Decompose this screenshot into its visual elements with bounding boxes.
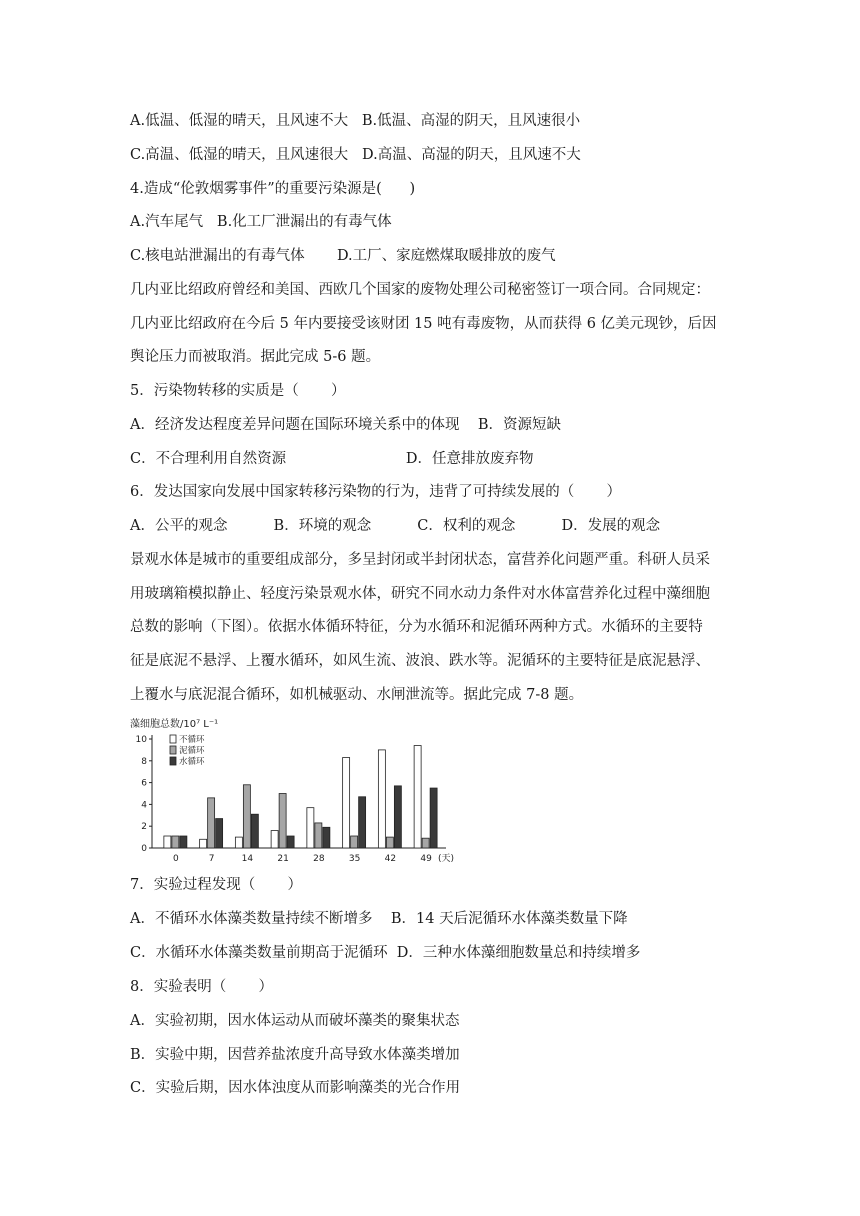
algae-bar-chart [128, 717, 458, 867]
option-line: C．实验后期，因水体浊度从而影响藻类的光合作用 [130, 1080, 461, 1096]
bar-泥循环-28 [315, 823, 322, 848]
legend-label: 水循环 [179, 757, 205, 767]
x-tick-label: 0 [173, 854, 179, 864]
option-line: A．不循环水体藻类数量持续不断增多 B．14 天后泥循环水体藻类数量下降 [130, 911, 628, 927]
bar-泥循环-7 [208, 798, 215, 848]
y-tick-label: 10 [135, 735, 147, 745]
passage-line: 总数的影响（下图）。依据水体循环特征，分为水循环和泥循环两种方式。水循环的主要特 [130, 619, 703, 635]
x-tick-label: 14 [241, 854, 254, 864]
y-tick-label: 8 [141, 756, 147, 767]
question-4: 4.造成“伦敦烟雾事件”的重要污染源是( ) [130, 181, 416, 197]
chart-svg [128, 717, 458, 867]
bar-不循环-21 [271, 831, 278, 848]
bar-泥循环-14 [243, 785, 250, 848]
passage-line: 几内亚比绍政府曾经和美国、西欧几个国家的废物处理公司秘密签订一项合同。合同规定： [130, 282, 710, 298]
option-line: A．公平的观念 B．环境的观念 C．权利的观念 D．发展的观念 [130, 518, 661, 534]
x-tick-label: 49 [420, 854, 432, 864]
bar-水循环-14 [251, 814, 258, 848]
question-5: 5．污染物转移的实质是（ ） [130, 383, 346, 399]
passage-line: 用玻璃箱模拟静止、轻度污染景观水体，研究不同水动力条件对水体富营养化过程中藻细胞 [130, 586, 710, 602]
legend-label: 不循环 [179, 735, 205, 745]
x-tick-label: 7 [208, 854, 215, 864]
x-axis-label: (天) [437, 854, 454, 864]
option-line: B．实验中期，因营养盐浓度升高导致水体藻类增加 [130, 1047, 460, 1063]
y-tick-label: 0 [141, 844, 147, 854]
bar-不循环-42 [378, 750, 385, 848]
y-tick-label: 6 [141, 778, 147, 789]
legend-swatch [170, 746, 176, 754]
bar-水循环-28 [323, 827, 330, 848]
x-tick-label: 28 [313, 854, 325, 864]
passage-line: 征是底泥不悬浮、上覆水循环，如风生流、波浪、跌水等。泥循环的主要特征是底泥悬浮、 [130, 653, 710, 669]
option-line: C．水循环水体藻类数量前期高于泥循环 D．三种水体藻细胞数量总和持续增多 [130, 945, 641, 961]
option-line: C．不合理利用自然资源 D．任意排放废弃物 [130, 451, 534, 467]
option-line: A．实验初期，因水体运动从而破坏藻类的聚集状态 [130, 1013, 460, 1029]
passage-line: 舆论压力而被取消。据此完成 5-6 题。 [130, 349, 381, 365]
passage-line: 上覆水与底泥混合循环，如机械驱动、水闸泄流等。据此完成 7-8 题。 [130, 687, 584, 703]
bar-水循环-21 [287, 836, 294, 848]
y-tick-label: 2 [141, 822, 147, 833]
question-6: 6．发达国家向发展中国家转移污染物的行为，违背了可持续发展的（ ） [130, 484, 621, 500]
bar-泥循环-35 [351, 836, 358, 848]
question-7: 7．实验过程发现（ ） [130, 877, 302, 893]
bar-泥循环-21 [279, 794, 286, 849]
bar-不循环-28 [307, 808, 314, 848]
y-tick-label: 4 [141, 800, 147, 811]
bar-水循环-42 [394, 786, 401, 848]
bar-泥循环-42 [386, 837, 393, 848]
bar-不循环-7 [200, 839, 207, 848]
x-tick-label: 21 [277, 854, 289, 864]
x-tick-label: 35 [348, 854, 361, 864]
bar-不循环-14 [235, 837, 242, 848]
bar-泥循环-0 [172, 836, 179, 848]
option-line: A.低温、低湿的晴天，且风速不大 B.低温、高湿的阴天，且风速很小 [130, 113, 581, 129]
passage-line: 几内亚比绍政府在今后 5 年内要接受该财团 15 吨有毒废物，从而获得 6 亿美元现钞，后因 [130, 316, 717, 332]
y-axis-label: 藻细胞总数/10⁷ L⁻¹ [130, 719, 219, 730]
bar-不循环-0 [164, 836, 171, 848]
passage-line: 景观水体是城市的重要组成部分，多呈封闭或半封闭状态，富营养化问题严重。科研人员采 [130, 552, 710, 568]
bar-不循环-49 [414, 746, 421, 848]
option-line: A.汽车尾气 B.化工厂泄漏出的有毒气体 [130, 214, 392, 230]
bar-水循环-7 [216, 819, 223, 848]
option-line: C.核电站泄漏出的有毒气体 D.工厂、家庭燃煤取暖排放的废气 [130, 248, 556, 264]
legend-swatch [170, 735, 176, 743]
bar-泥循环-49 [422, 838, 429, 848]
x-tick-label: 42 [384, 854, 397, 864]
bar-水循环-0 [180, 836, 187, 848]
bar-不循环-35 [343, 758, 350, 848]
option-line: C.高温、低湿的晴天，且风速很大 D.高温、高湿的阴天，且风速不大 [130, 147, 581, 163]
legend-label: 泥循环 [179, 746, 205, 756]
legend-swatch [170, 757, 176, 765]
bar-水循环-35 [359, 797, 366, 848]
question-8: 8．实验表明（ ） [130, 979, 273, 995]
bar-水循环-49 [430, 788, 437, 848]
option-line: A．经济发达程度差异问题在国际环境关系中的体现 B．资源短缺 [130, 417, 562, 433]
